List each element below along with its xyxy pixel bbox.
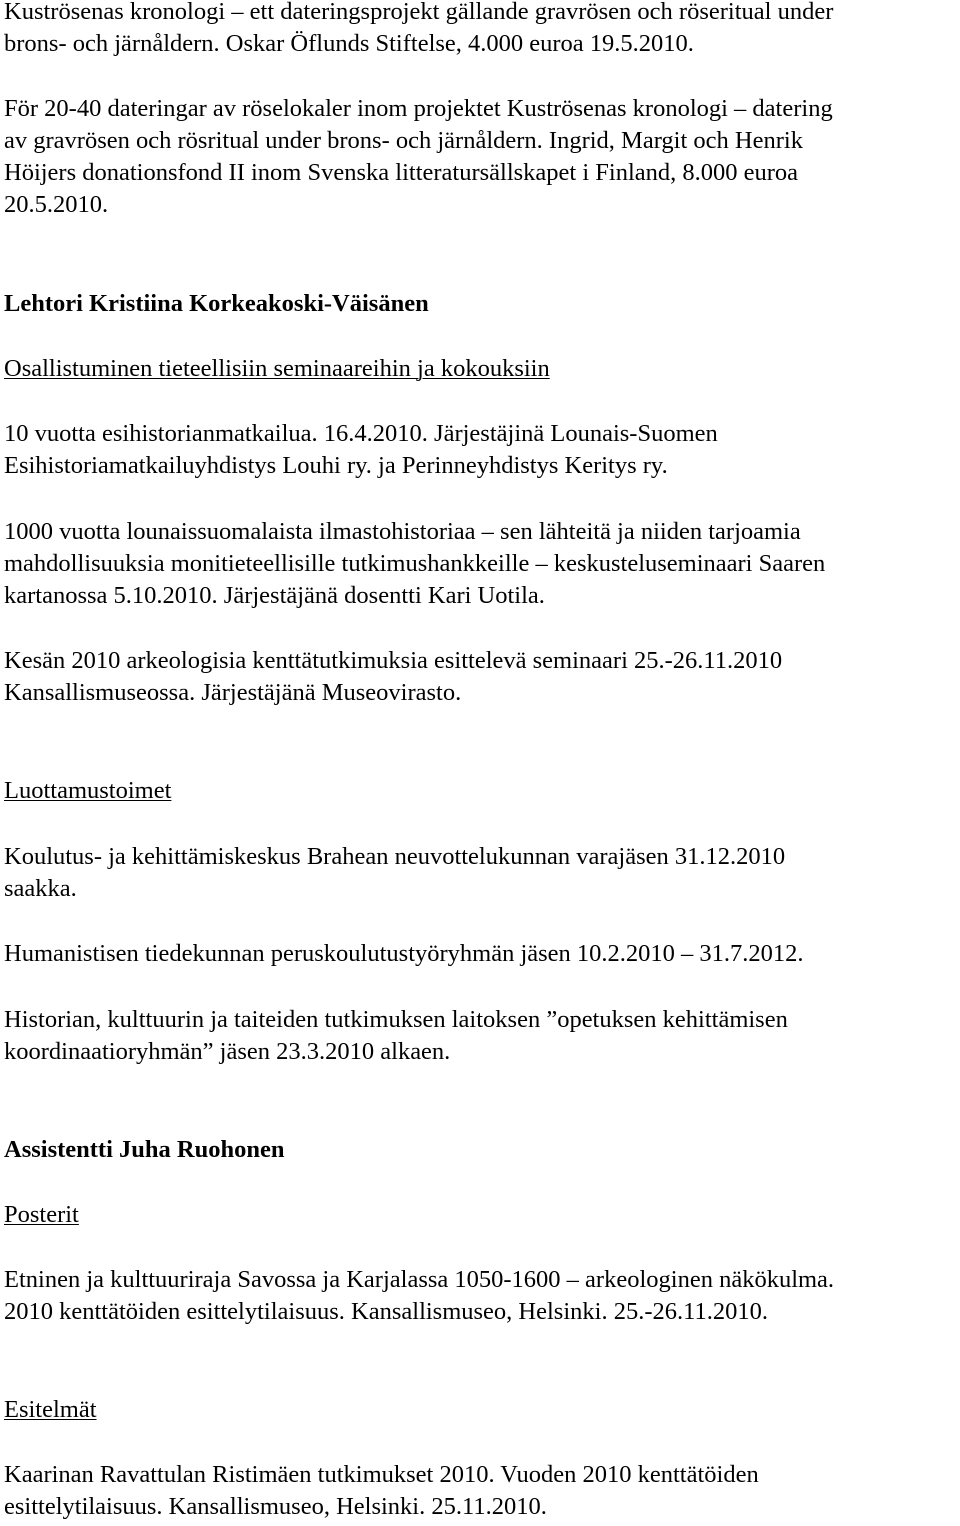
paragraph-line: Kansallismuseossa. Järjestäjänä Museovirasto. [4, 679, 462, 706]
paragraph-line: mahdollisuuksia monitieteellisille tutkimushankkeille – keskusteluseminaari Saaren [4, 550, 826, 577]
paragraph-line: Kuströsenas kronologi – ett dateringsprojekt gällande gravrösen och röseritual under [4, 0, 834, 25]
paragraph-line: 1000 vuotta lounaissuomalaista ilmastohistoriaa – sen lähteitä ja niiden tarjoamia [4, 518, 801, 545]
section-heading: Lehtori Kristiina Korkeakoski-Väisänen [4, 290, 429, 317]
paragraph-line: koordinaatioryhmän” jäsen 23.3.2010 alkaen. [4, 1038, 451, 1065]
paragraph-line: Höijers donationsfond II inom Svenska litteratursällskapet i Finland, 8.000 euroa [4, 159, 799, 186]
paragraph-line: För 20-40 dateringar av röselokaler inom projektet Kuströsenas kronologi – datering [4, 95, 833, 122]
section-subheading: Esitelmät [4, 1396, 97, 1423]
paragraph-line: Koulutus- ja kehittämiskeskus Brahean neuvottelukunnan varajäsen 31.12.2010 [4, 843, 786, 870]
paragraph-line: Kaarinan Ravattulan Ristimäen tutkimukset 2010. Vuoden 2010 kenttätöiden [4, 1461, 759, 1488]
paragraph-line: kartanossa 5.10.2010. Järjestäjänä dosentti Kari Uotila. [4, 582, 545, 609]
paragraph-line: Etninen ja kulttuuriraja Savossa ja Karjalassa 1050-1600 – arkeologinen näkökulma. [4, 1266, 835, 1293]
paragraph-line: brons- och järnåldern. Oskar Öflunds Stiftelse, 4.000 euroa 19.5.2010. [4, 30, 694, 57]
paragraph-line: Humanistisen tiedekunnan peruskoulutustyöryhmän jäsen 10.2.2010 – 31.7.2012. [4, 940, 804, 967]
paragraph-line: saakka. [4, 875, 77, 902]
section-heading: Assistentti Juha Ruohonen [4, 1136, 285, 1163]
paragraph-line: esittelytilaisuus. Kansallismuseo, Helsinki. 25.11.2010. [4, 1493, 547, 1520]
paragraph-line: 10 vuotta esihistorianmatkailua. 16.4.2010. Järjestäjinä Lounais-Suomen [4, 420, 718, 447]
section-subheading: Luottamustoimet [4, 777, 172, 804]
paragraph-line: Historian, kulttuurin ja taiteiden tutkimuksen laitoksen ”opetuksen kehittämisen [4, 1006, 788, 1033]
paragraph-line: 20.5.2010. [4, 191, 109, 218]
section-subheading: Osallistuminen tieteellisiin seminaareihin ja kokouksiin [4, 355, 550, 382]
paragraph-line: 2010 kenttätöiden esittelytilaisuus. Kansallismuseo, Helsinki. 25.-26.11.2010. [4, 1298, 768, 1325]
section-subheading: Posterit [4, 1201, 79, 1228]
paragraph-line: Esihistoriamatkailuyhdistys Louhi ry. ja Perinneyhdistys Keritys ry. [4, 452, 668, 479]
paragraph-line: av gravrösen och rösritual under brons- och järnåldern. Ingrid, Margit och Henrik [4, 127, 803, 154]
paragraph-line: Kesän 2010 arkeologisia kenttätutkimuksia esittelevä seminaari 25.-26.11.2010 [4, 647, 783, 674]
